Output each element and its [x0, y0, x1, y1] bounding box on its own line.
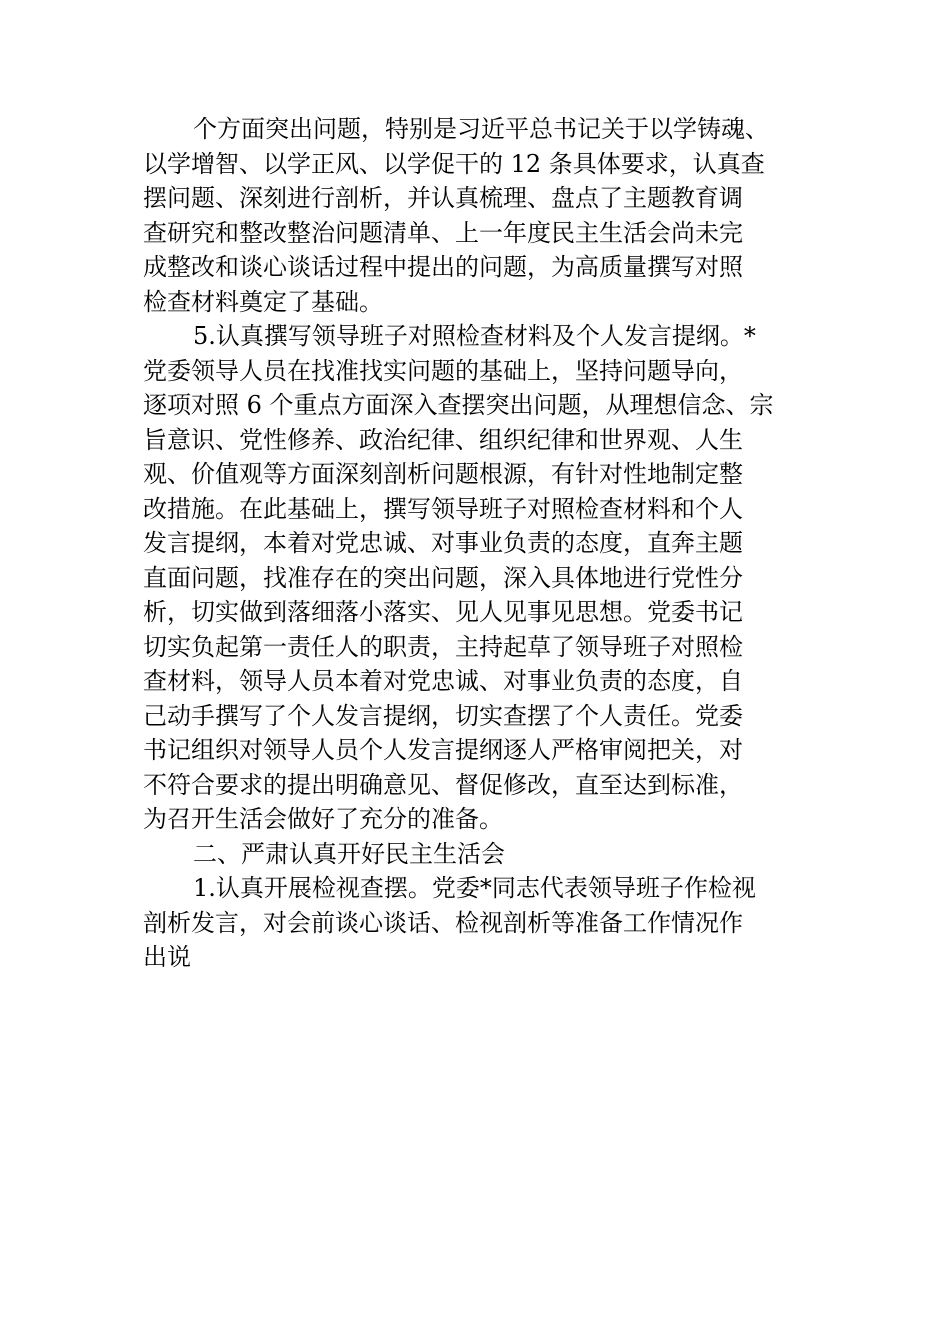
text-line: 旨意识、党性修养、政治纪律、组织纪律和世界观、人生 [143, 425, 743, 454]
text-line: 切实负起第一责任人的职责，主持起草了领导班子对照检 [143, 632, 743, 661]
text-line: 查研究和整改整治问题清单、上一年度民主生活会尚未完 [143, 218, 743, 247]
text-line: 己动手撰写了个人发言提纲，切实查摆了个人责任。党委 [143, 701, 743, 730]
text-line: 党委领导人员在找准找实问题的基础上，坚持问题导向， [143, 356, 743, 385]
text-line: 逐项对照 6 个重点方面深入查摆突出问题，从理想信念、宗 [143, 391, 774, 419]
text-line: 析，切实做到落细落小落实、见人见事见思想。党委书记 [143, 598, 743, 626]
text-line: 个方面突出问题，特别是习近平总书记关于以学铸魂、 [193, 115, 769, 143]
text-line: 出说 [143, 943, 191, 971]
text-line: 剖析发言，对会前谈心谈话、检视剖析等准备工作情况作 [143, 908, 743, 937]
text-line: 检查材料奠定了基础。 [143, 287, 383, 316]
text-line: 观、价值观等方面深刻剖析问题根源，有针对性地制定整 [143, 460, 743, 488]
text-line: 摆问题、深刻进行剖析，并认真梳理、盘点了主题教育调 [143, 184, 743, 212]
text-line: 改措施。在此基础上，撰写领导班子对照检查材料和个人 [143, 494, 743, 523]
text-line: 查材料，领导人员本着对党忠诚、对事业负责的态度，自 [143, 667, 743, 695]
text-line: 直面问题，找准存在的突出问题，深入具体地进行党性分 [143, 563, 743, 592]
text-line: 为召开生活会做好了充分的准备。 [143, 805, 503, 833]
text-line: 成整改和谈心谈话过程中提出的问题，为高质量撰写对照 [143, 253, 743, 281]
section-heading: 二、严肃认真开好民主生活会 [193, 839, 505, 868]
text-line: 1.认真开展检视查摆。党委*同志代表领导班子作检视 [193, 874, 756, 902]
text-line: 发言提纲，本着对党忠诚、对事业负责的态度，直奔主题 [143, 529, 743, 557]
text-line: 5.认真撰写领导班子对照检查材料及个人发言提纲。* [193, 322, 756, 350]
document-body [143, 112, 807, 975]
text-line: 以学增智、以学正风、以学促干的 12 条具体要求，认真查 [143, 149, 765, 178]
text-line: 书记组织对领导人员个人发言提纲逐人严格审阅把关，对 [143, 736, 743, 764]
text-line: 不符合要求的提出明确意见、督促修改，直至达到标准， [143, 770, 743, 799]
